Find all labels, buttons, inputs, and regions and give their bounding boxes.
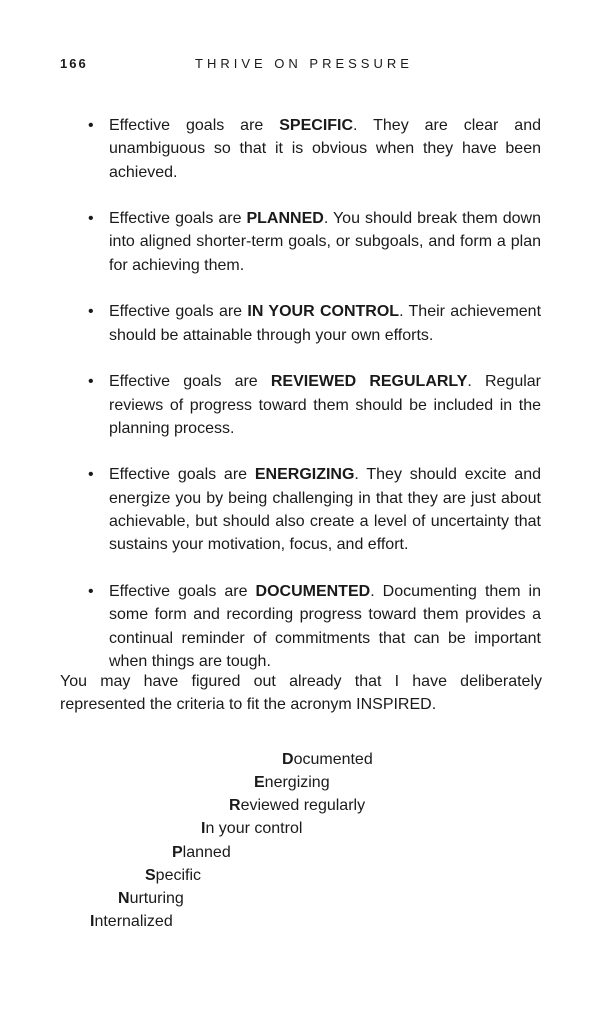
body-paragraph: You may have figured out already that I have deliberately represented the criteria to fit the acronym INSPIRED.: [60, 673, 542, 714]
acronym-line: Energizing: [254, 774, 330, 791]
list-item: • Effective goals are REVIEWED REGULARLY. Regular reviews of progress toward them should be included in the planning process.: [88, 370, 541, 440]
page-number: 166: [60, 56, 88, 71]
list-item: • Effective goals are PLANNED. You should break them down into aligned shorter-term goals, or subgoals, and form a plan for achieving them.: [88, 207, 541, 277]
acronym-line: In your control: [201, 820, 303, 837]
bullet-icon: •: [88, 373, 94, 391]
list-item: • Effective goals are DOCUMENTED. Documenting them in some form and recording progress toward them provides a continual reminder of commitments that can be important when things are tough.: [88, 580, 541, 673]
acronym-line: Planned: [172, 844, 231, 861]
criteria-list: [88, 114, 541, 696]
page-header: [0, 56, 600, 74]
acronym-line: Specific: [145, 867, 202, 884]
acronym-line: Reviewed regularly: [229, 797, 366, 814]
acronym-line: Documented: [282, 751, 373, 768]
acronym-line: Internalized: [90, 913, 173, 930]
bullet-icon: •: [88, 117, 94, 134]
bullet-icon: •: [88, 210, 94, 228]
list-item: • Effective goals are SPECIFIC. They are clear and unambiguous so that it is obvious when they have been achieved.: [88, 114, 541, 184]
bullet-icon: •: [88, 303, 94, 321]
list-item: • Effective goals are IN YOUR CONTROL. Their achievement should be attainable through your own efforts.: [88, 300, 541, 347]
bullet-icon: •: [88, 466, 94, 484]
list-item: • Effective goals are ENERGIZING. They should excite and energize you by being challenging in that they are just about achievable, but should also create a level of uncertainty that sustains your motivation, focus, and effort.: [88, 463, 541, 556]
bullet-icon: •: [88, 582, 94, 600]
acronym-line: Nurturing: [118, 890, 184, 907]
running-title: THRIVE ON PRESSURE: [195, 56, 413, 71]
